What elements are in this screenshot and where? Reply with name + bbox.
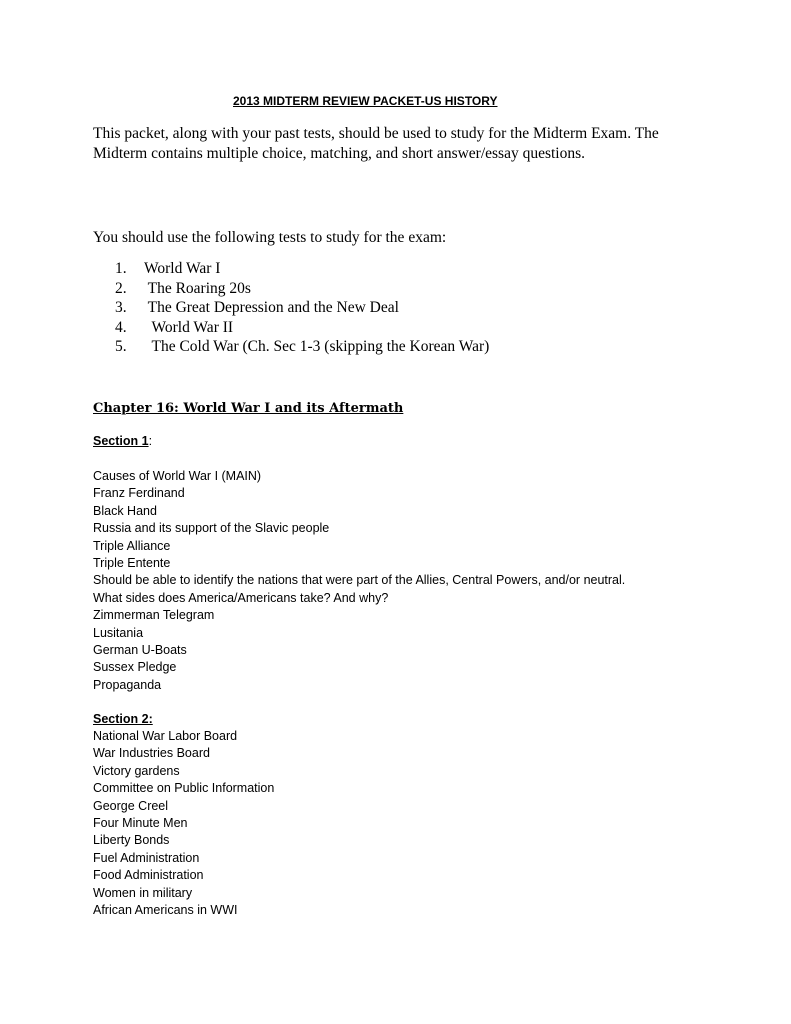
- intro-text: This packet, along with your past tests, should be used to study for the Midterm Exam. The Midterm contains multiple choice, matching, and short answer/essay questions.: [93, 125, 659, 162]
- tests-list: [115, 259, 489, 357]
- section-1-colon: :: [148, 434, 153, 448]
- list-item: War Industries Board: [93, 746, 210, 761]
- list-item: Sussex Pledge: [93, 660, 177, 675]
- section-1-heading: [93, 433, 152, 450]
- section-2-list: [93, 728, 274, 919]
- list-number: 5.: [115, 338, 127, 355]
- list-item: German U-Boats: [93, 643, 187, 658]
- use-tests-text: You should use the following tests to study for the exam:: [93, 229, 447, 246]
- list-number: 2.: [115, 279, 127, 297]
- list-item: Propaganda: [93, 677, 162, 692]
- list-item: Victory gardens: [93, 763, 180, 778]
- list-item: Committee on Public Information: [93, 781, 275, 796]
- list-label: The Great Depression and the New Deal: [144, 299, 399, 316]
- list-number: 4.: [115, 318, 127, 336]
- list-item: Franz Ferdinand: [93, 486, 185, 501]
- section-1-label: Section 1: [93, 434, 149, 448]
- section-2-heading: [93, 711, 153, 728]
- list-item: [115, 298, 489, 318]
- list-item: Causes of World War I (MAIN): [93, 469, 262, 483]
- list-number: 3.: [115, 299, 127, 316]
- list-item: George Creel: [93, 798, 169, 813]
- list-item: [115, 259, 489, 279]
- list-item: Should be able to identify the nations that were part of the Allies, Central Powers, and/or neutral.: [93, 573, 626, 588]
- document-title: 2013 MIDTERM REVIEW PACKET-US HISTORY: [233, 94, 498, 108]
- list-label: World War I: [144, 260, 221, 277]
- list-item: National War Labor Board: [93, 729, 238, 743]
- list-number: 1.: [115, 260, 127, 277]
- list-label: The Roaring 20s: [144, 279, 251, 297]
- list-item: Women in military: [93, 885, 193, 900]
- section-2-label: Section 2:: [93, 712, 153, 726]
- list-item: Food Administration: [93, 868, 204, 883]
- list-item: [115, 337, 489, 357]
- list-item: [115, 279, 489, 299]
- list-item: Triple Alliance: [93, 538, 171, 553]
- list-item: [115, 318, 489, 338]
- section-1-list: [93, 468, 625, 694]
- list-item: African Americans in WWI: [93, 903, 238, 918]
- list-item: Lusitania: [93, 625, 144, 640]
- list-item: Triple Entente: [93, 556, 171, 571]
- list-item: Fuel Administration: [93, 850, 200, 865]
- intro-paragraph: [93, 124, 693, 163]
- list-item: Russia and its support of the Slavic people: [93, 521, 330, 536]
- list-item: Black Hand: [93, 503, 157, 518]
- list-label: World War II: [144, 318, 234, 336]
- list-item: What sides does America/Americans take? And why?: [93, 590, 389, 605]
- chapter-title: Chapter 16: World War I and its Aftermath: [93, 401, 404, 416]
- list-label: The Cold War (Ch. Sec 1-3 (skipping the Korean War): [144, 338, 490, 355]
- list-item: Zimmerman Telegram: [93, 608, 215, 623]
- list-item: Liberty Bonds: [93, 833, 170, 848]
- list-item: Four Minute Men: [93, 816, 188, 831]
